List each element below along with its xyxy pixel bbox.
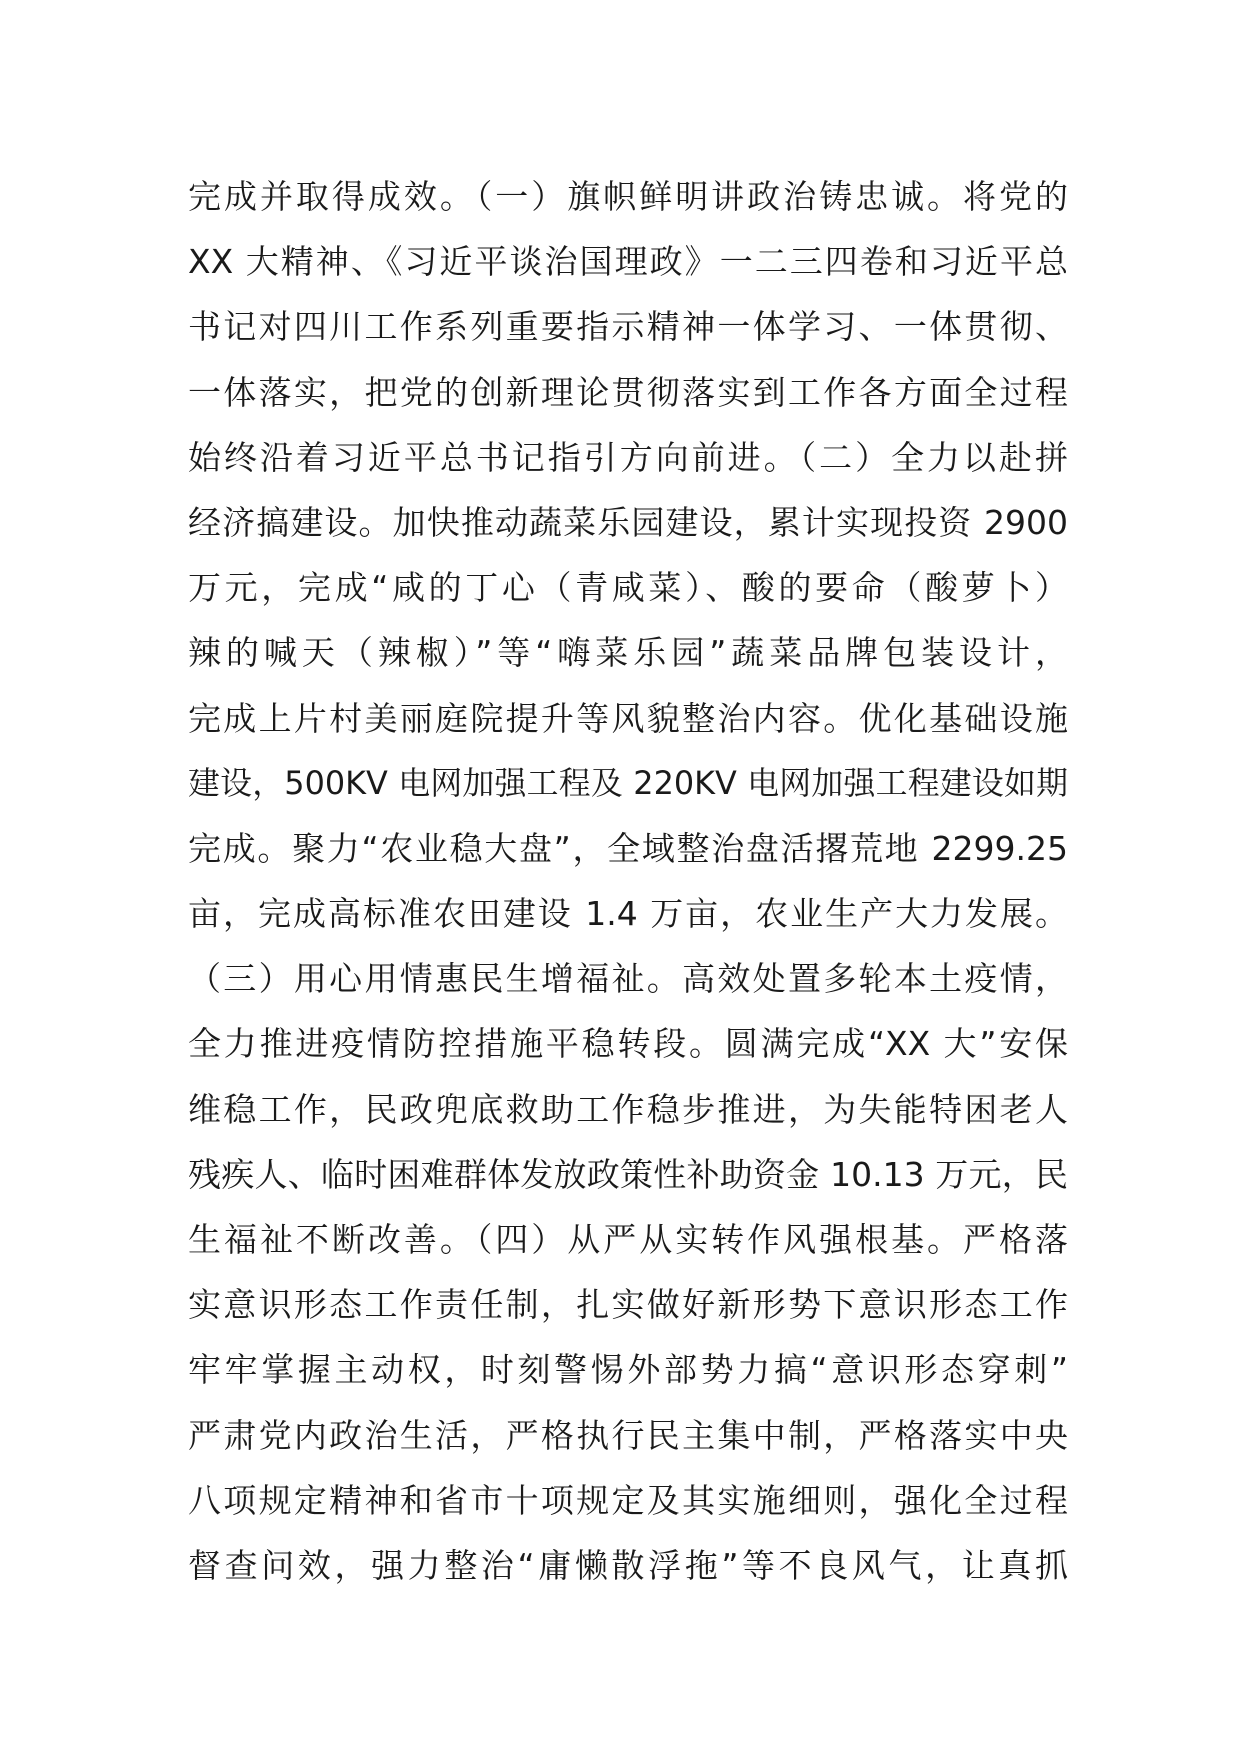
text-line-9: 完成上片村美丽庭院提升等风貌整治内容。优化基础设施 <box>188 698 1068 738</box>
text-line-19: 牢牢掌握主动权，时刻警惕外部势力搞“意识形态穿刺” <box>188 1350 1068 1390</box>
text-line-16: 残疾人、临时困难群体发放政策性补助资金 10.13 万元，民 <box>188 1154 1068 1194</box>
text-line-6: 经济搞建设。加快推动蔬菜乐园建设，累计实现投资 2900 <box>188 502 1068 542</box>
text-line-21: 八项规定精神和省市十项规定及其实施细则，强化全过程 <box>188 1480 1068 1520</box>
text-line-2: XX 大精神、《习近平谈治国理政》一二三四卷和习近平总 <box>188 242 1068 282</box>
text-line-14: 全力推进疫情防控措施平稳转段。圆满完成“XX 大”安保 <box>188 1024 1068 1064</box>
text-line-7: 万元，完成“咸的丁心（青咸菜）、酸的要命（酸萝卜） <box>188 568 1068 608</box>
text-line-4: 一体落实，把党的创新理论贯彻落实到工作各方面全过程 <box>188 372 1068 412</box>
body-text <box>188 164 1068 1598</box>
text-line-20: 严肃党内政治生活，严格执行民主集中制，严格落实中央 <box>188 1415 1068 1455</box>
text-line-15: 维稳工作，民政兜底救助工作稳步推进，为失能特困老人 <box>188 1089 1068 1129</box>
text-line-10: 建设，500KV 电网加强工程及 220KV 电网加强工程建设如期 <box>188 763 1068 802</box>
text-line-11: 完成。聚力“农业稳大盘”，全域整治盘活撂荒地 2299.25 <box>188 828 1068 868</box>
text-line-22: 督查问效，强力整治“庸懒散浮拖”等不良风气，让真抓 <box>188 1545 1068 1585</box>
text-line-13: （三）用心用情惠民生增福祉。高效处置多轮本土疫情， <box>188 959 1068 999</box>
text-line-5: 始终沿着习近平总书记指引方向前进。（二）全力以赴拼 <box>188 437 1068 477</box>
text-line-1: 完成并取得成效。（一）旗帜鲜明讲政治铸忠诚。将党的 <box>188 177 1068 216</box>
text-line-8: 辣的喊天（辣椒）”等“嗨菜乐园”蔬菜品牌包装设计， <box>188 633 1068 673</box>
text-line-3: 书记对四川工作系列重要指示精神一体学习、一体贯彻、 <box>188 307 1068 347</box>
text-line-18: 实意识形态工作责任制，扎实做好新形势下意识形态工作 <box>188 1285 1068 1325</box>
text-line-12: 亩，完成高标准农田建设 1.4 万亩，农业生产大力发展。 <box>188 894 1068 934</box>
text-line-17: 生福祉不断改善。（四）从严从实转作风强根基。严格落 <box>188 1220 1068 1259</box>
